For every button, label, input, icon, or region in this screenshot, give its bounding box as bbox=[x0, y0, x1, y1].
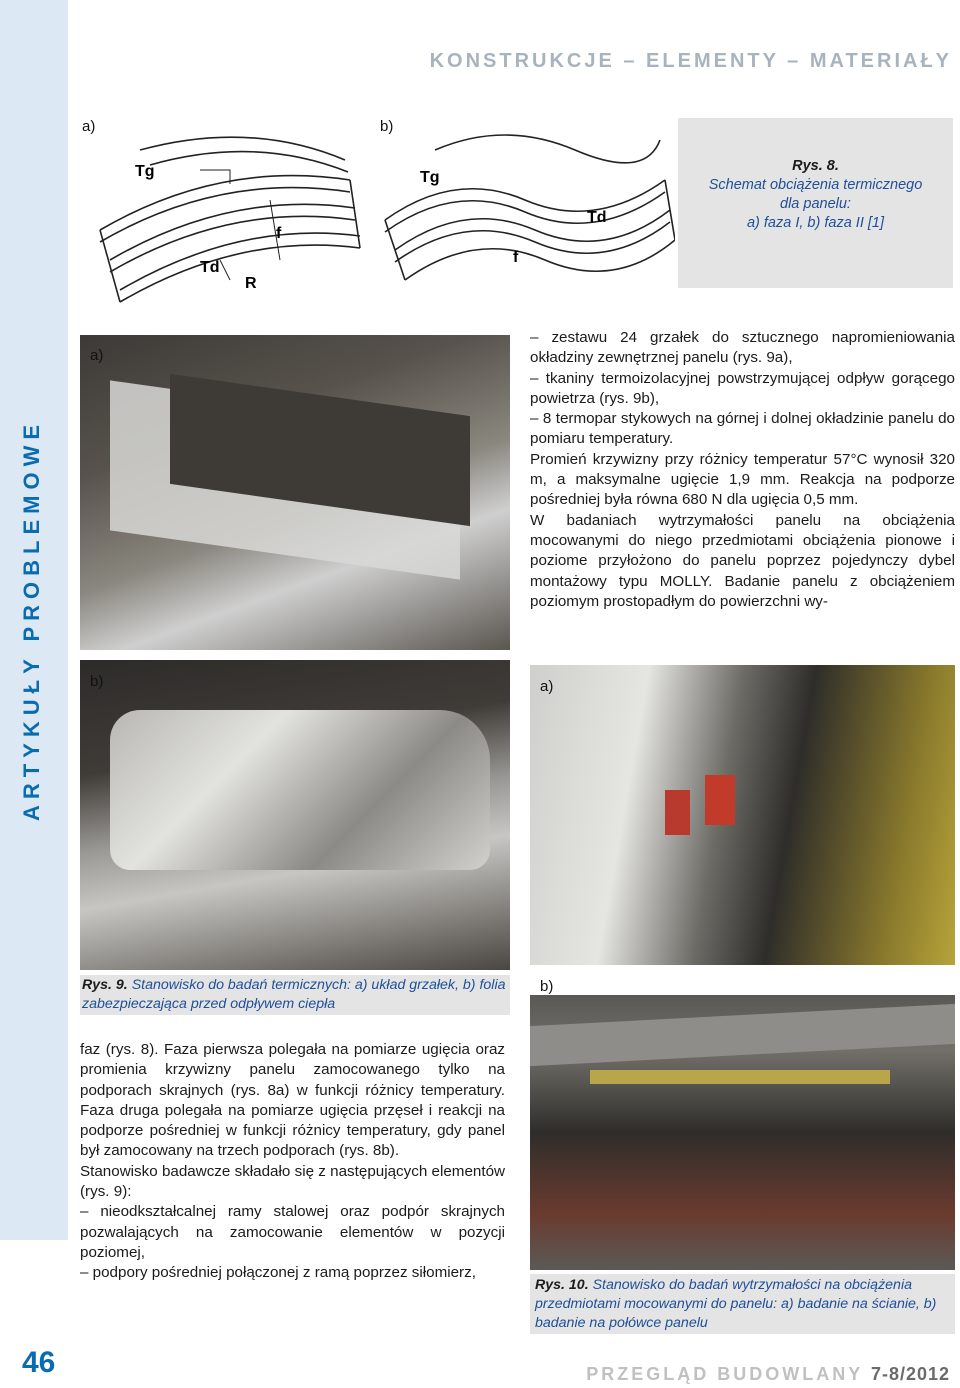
issue-number: 7-8/2012 bbox=[870, 1364, 950, 1384]
fig8a-td-label: Td bbox=[200, 259, 220, 276]
fig8-caption-line: dla panelu: bbox=[780, 196, 851, 212]
fig8b-f-label: f bbox=[513, 249, 519, 266]
fig9-caption bbox=[82, 976, 507, 1014]
paragraph: – tkaniny termoizolacyjnej powstrzymującej odpływ gorącego powietrza (rys. 9b), bbox=[530, 369, 955, 407]
right-column bbox=[530, 328, 955, 612]
fig9-label-a: a) bbox=[90, 347, 104, 364]
paragraph: W badaniach wytrzymałości panelu na obciążenia mocowanymi do niego przedmiotami obciążenia pionowe i poziome przyłożono do panelu poprzez pojedynczy dybel montażowy typu MOLLY. Badanie panelu z obciążeniem poziomym prostopadłym do powierzchni wy- bbox=[530, 511, 955, 610]
fig8b-diagram bbox=[375, 110, 675, 290]
steel-beam bbox=[590, 1070, 890, 1084]
fig10b-photo bbox=[530, 995, 955, 1270]
fig10a-photo bbox=[530, 665, 955, 965]
fig8-caption-line: a) faza I, b) faza II [1] bbox=[746, 215, 884, 231]
insulation-foil bbox=[110, 710, 490, 870]
sidebar-title: ARTYKUŁY PROBLEMOWE bbox=[19, 418, 44, 822]
worker-figure bbox=[705, 775, 735, 825]
panel-half bbox=[530, 1004, 955, 1066]
fig9a-photo bbox=[80, 335, 510, 650]
fig9-label-b: b) bbox=[90, 673, 104, 690]
paragraph: – podpory pośredniej połączonej z ramą poprzez siłomierz, bbox=[80, 1264, 476, 1282]
fig10-caption-text: Stanowisko do badań wytrzymałości na obciążenia przedmiotami mocowanymi do panelu: a) badanie na ścianie, b) badanie na połówce panelu bbox=[535, 1277, 937, 1331]
fig8a-diagram bbox=[80, 110, 370, 310]
left-column bbox=[80, 1040, 505, 1284]
fig10-caption bbox=[535, 1276, 950, 1333]
fig8-caption-number: Rys. 8. bbox=[792, 158, 839, 174]
fig8a-tg-label: Tg bbox=[135, 163, 155, 180]
paragraph: – nieodkształcalnej ramy stalowej oraz podpór skrajnych pozwalających na zamocowanie elementów w pozycji poziomej, bbox=[80, 1203, 505, 1261]
fig8b-td-label: Td bbox=[587, 209, 607, 226]
section-header: KONSTRUKCJE – ELEMENTY – MATERIAŁY bbox=[429, 50, 952, 72]
page-number: 46 bbox=[22, 1346, 56, 1379]
fig8-label-a: a) bbox=[82, 118, 96, 135]
fig8a-r-label: R bbox=[245, 275, 257, 292]
fig9b-photo bbox=[80, 660, 510, 970]
fig8-label-b: b) bbox=[380, 118, 394, 135]
journal-name: PRZEGLĄD BUDOWLANY bbox=[586, 1364, 863, 1384]
footer bbox=[586, 1364, 950, 1385]
fig9-caption-number: Rys. 9. bbox=[82, 977, 128, 993]
paragraph: – zestawu 24 grzałek do sztucznego napromieniowania okładziny zewnętrznej panelu (rys. 9a), bbox=[530, 329, 955, 367]
paragraph: – 8 termopar stykowych na górnej i dolnej okładzinie panelu do pomiaru temperatury. bbox=[530, 410, 955, 448]
fig10-label-a: a) bbox=[540, 678, 554, 695]
worker-figure bbox=[665, 790, 690, 835]
paragraph: faz (rys. 8). Faza pierwsza polegała na pomiarze ugięcia oraz promienia krzywizny panelu zamocowanego tylko na podporach skrajnych (rys. 8a) w funkcji różnicy temperatury. Faza druga polegała na pomiarze ugięcia przęseł i reakcji na podporze pośredniej w funkcji różnicy temperatury, gdy panel był zamocowany na trzech podporach (rys. 8b). bbox=[80, 1041, 505, 1160]
fig8a-f-label: f bbox=[276, 225, 282, 242]
paragraph: Stanowisko badawcze składało się z następujących elementów (rys. 9): bbox=[80, 1162, 505, 1201]
fig8b-tg-label: Tg bbox=[420, 169, 440, 186]
fig8-caption bbox=[678, 157, 953, 233]
fig10-caption-number: Rys. 10. bbox=[535, 1277, 589, 1293]
fig9-caption-text: Stanowisko do badań termicznych: a) układ grzałek, b) folia zabezpieczająca przed odpływem ciepła bbox=[82, 977, 506, 1012]
fig10-label-b: b) bbox=[540, 978, 554, 995]
paragraph: Promień krzywizny przy różnicy temperatur 57°C wynosił 320 m, a maksymalne ugięcie 1,9 mm. Reakcja na podporze pośredniej była równa 680 N dla ugięcia 0,5 mm. bbox=[530, 450, 955, 509]
fig8-caption-line: Schemat obciążenia termicznego bbox=[708, 177, 923, 193]
